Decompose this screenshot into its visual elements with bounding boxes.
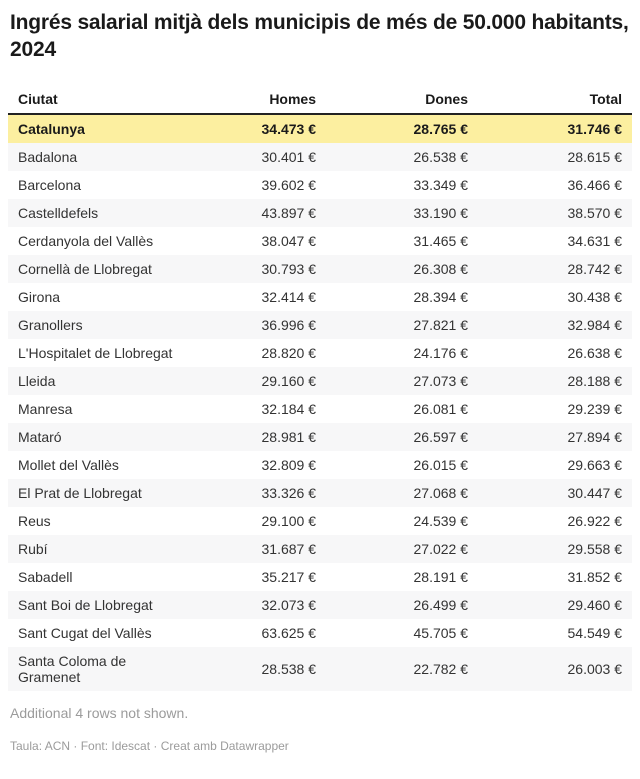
homes-cell: 29.160 € (261, 373, 316, 389)
table-row (8, 647, 632, 691)
total-cell: 28.188 € (567, 373, 622, 389)
total-cell: 29.558 € (567, 541, 622, 557)
table-row (8, 591, 632, 619)
table-row (8, 367, 632, 395)
total-cell: 34.631 € (567, 233, 622, 249)
total-cell: 26.003 € (567, 661, 622, 677)
homes-cell: 32.414 € (261, 289, 316, 305)
homes-cell: 36.996 € (261, 317, 316, 333)
city-cell: Mollet del Vallès (18, 457, 119, 473)
table-row (8, 227, 632, 255)
table-row (8, 423, 632, 451)
homes-cell: 28.538 € (261, 661, 316, 677)
city-cell: Badalona (18, 149, 78, 165)
table-row (8, 311, 632, 339)
city-cell: L'Hospitalet de Llobregat (18, 345, 173, 361)
total-cell: 26.638 € (567, 345, 622, 361)
total-cell: 29.460 € (567, 597, 622, 613)
city-cell: Girona (18, 289, 61, 305)
table-row (8, 507, 632, 535)
table-row (8, 143, 632, 171)
homes-cell: 39.602 € (261, 177, 316, 193)
total-cell: 30.438 € (567, 289, 622, 305)
table-row (8, 451, 632, 479)
dones-cell: 26.538 € (413, 149, 468, 165)
homes-cell: 35.217 € (261, 569, 316, 585)
salary-table (8, 85, 632, 691)
table-row (8, 395, 632, 423)
city-cell: Manresa (18, 401, 73, 417)
dones-cell: 45.705 € (413, 625, 468, 641)
table-body (8, 114, 632, 691)
dones-cell: 28.765 € (413, 121, 468, 137)
dones-cell: 24.539 € (413, 513, 468, 529)
dones-cell: 27.068 € (413, 485, 468, 501)
total-cell: 26.922 € (567, 513, 622, 529)
total-cell: 28.742 € (567, 261, 622, 277)
dones-cell: 28.191 € (413, 569, 468, 585)
dones-cell: 26.597 € (413, 429, 468, 445)
dones-cell: 26.499 € (413, 597, 468, 613)
homes-cell: 34.473 € (261, 121, 316, 137)
dones-cell: 33.349 € (413, 177, 468, 193)
dones-cell: 26.015 € (413, 457, 468, 473)
dones-cell: 27.821 € (413, 317, 468, 333)
homes-cell: 63.625 € (261, 625, 316, 641)
homes-cell: 31.687 € (261, 541, 316, 557)
homes-cell: 32.184 € (261, 401, 316, 417)
table-row (8, 199, 632, 227)
dones-cell: 24.176 € (413, 345, 468, 361)
homes-cell: 28.981 € (261, 429, 316, 445)
homes-cell: 30.793 € (261, 261, 316, 277)
homes-cell: 28.820 € (261, 345, 316, 361)
homes-cell: 29.100 € (261, 513, 316, 529)
table-row (8, 283, 632, 311)
city-cell: Cornellà de Llobregat (18, 261, 152, 277)
dones-cell: 27.022 € (413, 541, 468, 557)
total-cell: 31.852 € (567, 569, 622, 585)
homes-cell: 33.326 € (261, 485, 316, 501)
column-header-ciutat[interactable]: Ciutat (8, 85, 184, 114)
total-cell: 31.746 € (567, 121, 622, 137)
dones-cell: 33.190 € (413, 205, 468, 221)
homes-cell: 32.809 € (261, 457, 316, 473)
dones-cell: 26.081 € (413, 401, 468, 417)
table-row (8, 563, 632, 591)
table-row (8, 255, 632, 283)
total-cell: 28.615 € (567, 149, 622, 165)
homes-cell: 32.073 € (261, 597, 316, 613)
column-header-dones[interactable]: Dones (326, 85, 478, 114)
city-cell: El Prat de Llobregat (18, 485, 142, 501)
total-cell: 30.447 € (567, 485, 622, 501)
city-cell: Reus (18, 513, 51, 529)
dones-cell: 31.465 € (413, 233, 468, 249)
total-cell: 54.549 € (567, 625, 622, 641)
homes-cell: 43.897 € (261, 205, 316, 221)
city-cell: Catalunya (18, 121, 85, 137)
city-cell: Santa Coloma de Gramenet (18, 653, 127, 685)
city-cell: Sant Boi de Llobregat (18, 597, 153, 613)
city-cell: Granollers (18, 317, 83, 333)
table-row-highlight (8, 114, 632, 143)
table-row (8, 171, 632, 199)
homes-cell: 38.047 € (261, 233, 316, 249)
dones-cell: 26.308 € (413, 261, 468, 277)
table-row (8, 619, 632, 647)
footer-credits: Taula: ACN · Font: Idescat · (10, 739, 161, 753)
table-row (8, 479, 632, 507)
city-cell: Sant Cugat del Vallès (18, 625, 152, 641)
datawrapper-credit-link[interactable]: Creat amb Datawrapper (160, 739, 289, 753)
total-cell: 36.466 € (567, 177, 622, 193)
city-cell: Mataró (18, 429, 62, 445)
column-header-homes[interactable]: Homes (184, 85, 326, 114)
homes-cell: 30.401 € (261, 149, 316, 165)
total-cell: 29.239 € (567, 401, 622, 417)
table-row (8, 339, 632, 367)
table-row (8, 535, 632, 563)
table-header-row (8, 85, 632, 114)
footer (10, 739, 630, 754)
dones-cell: 22.782 € (413, 661, 468, 677)
total-cell: 27.894 € (567, 429, 622, 445)
column-header-total[interactable]: Total (478, 85, 632, 114)
city-cell: Sabadell (18, 569, 73, 585)
city-cell: Rubí (18, 541, 48, 557)
rows-not-shown-note: Additional 4 rows not shown. (10, 705, 189, 721)
city-cell: Barcelona (18, 177, 82, 193)
city-cell: Castelldefels (18, 205, 99, 221)
dones-cell: 27.073 € (413, 373, 468, 389)
dones-cell: 28.394 € (413, 289, 468, 305)
city-cell: Cerdanyola del Vallès (18, 233, 154, 249)
total-cell: 32.984 € (567, 317, 622, 333)
total-cell: 29.663 € (567, 457, 622, 473)
city-cell: Lleida (18, 373, 56, 389)
total-cell: 38.570 € (567, 205, 622, 221)
page-title: Ingrés salarial mitjà dels municipis de més de 50.000 habitants, 2024 (10, 11, 629, 61)
